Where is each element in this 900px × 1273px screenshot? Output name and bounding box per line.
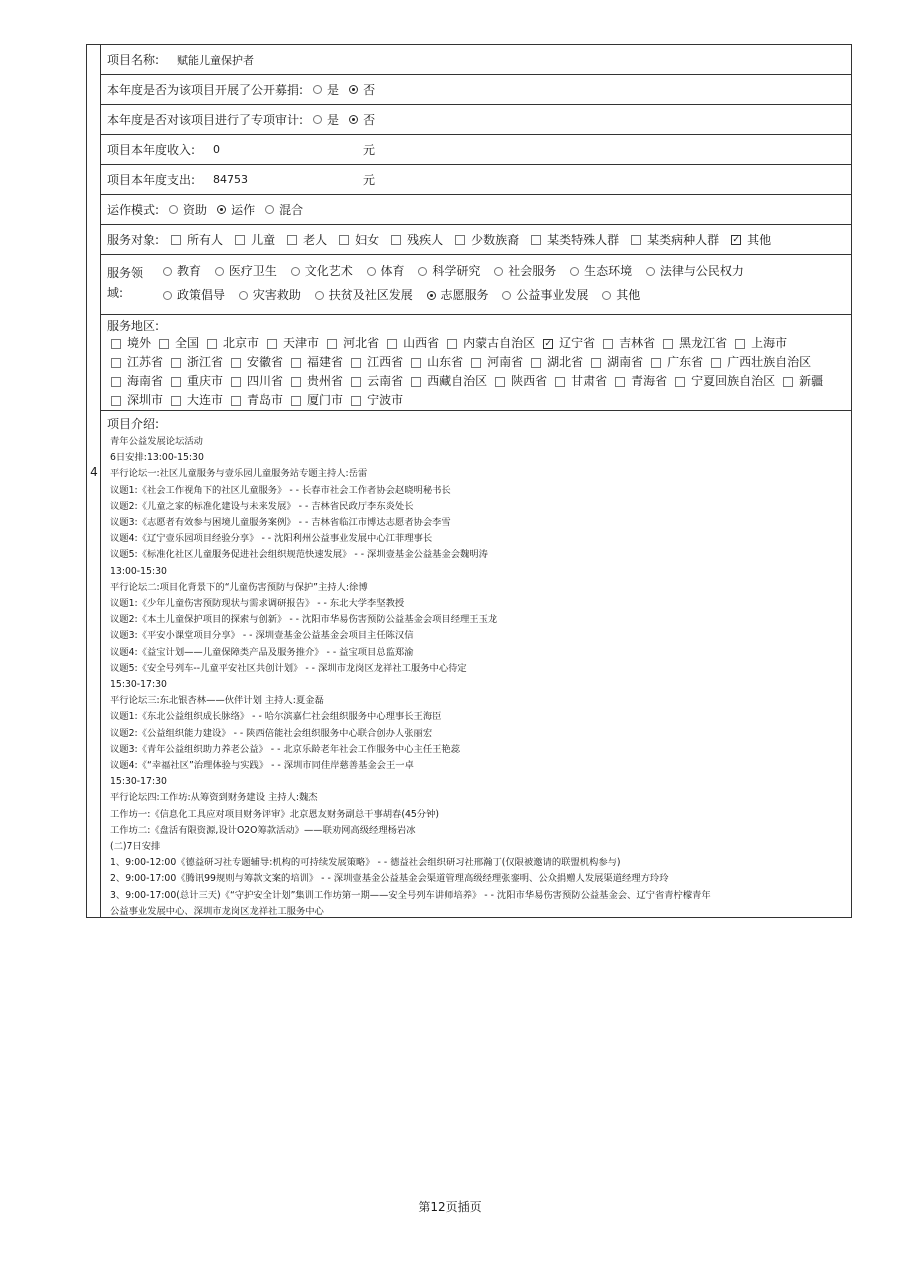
service-area-item xyxy=(287,372,343,391)
service-field-r2-radio-2[interactable] xyxy=(315,291,324,300)
intro-line: 平行论坛四:工作坊:从筹资到财务建设 主持人:魏杰 xyxy=(110,792,318,804)
operation-mode-option-0: 资助 xyxy=(183,203,208,217)
income-row xyxy=(101,135,851,165)
public-fundraising-label: 本年度是否为该项目开展了公开募捐: xyxy=(107,83,304,97)
intro-line: 议题3:《青年公益组织助力养老公益》 - - 北京乐龄老年社会工作服务中心主任王艳蕊 xyxy=(110,743,461,755)
intro-line: 15:30-17:30 xyxy=(110,776,167,788)
service-target-checkbox-4[interactable] xyxy=(391,235,401,245)
service-area-option: 辽宁省 xyxy=(559,336,596,350)
intro-line: 平行论坛三:东北银杏林——伙伴计划 主持人:夏金磊 xyxy=(110,695,324,707)
service-area-option: 吉林省 xyxy=(619,336,656,350)
service-area-option: 大连市 xyxy=(187,393,224,407)
operation-mode-radio-0[interactable] xyxy=(169,205,178,214)
service-area-item xyxy=(671,372,775,391)
service-area-checkbox[interactable] xyxy=(111,339,121,349)
intro-line: (二)7日安排 xyxy=(110,841,161,853)
service-target-checkbox-7[interactable] xyxy=(631,235,641,245)
service-target-option-2: 老人 xyxy=(303,233,328,247)
service-area-item xyxy=(287,391,343,410)
service-target-option-3: 妇女 xyxy=(355,233,380,247)
service-field-row2 xyxy=(153,283,744,307)
service-field-r2-radio-5[interactable] xyxy=(602,291,611,300)
service-area-item xyxy=(107,353,163,372)
service-field-label-line2: 域: xyxy=(107,286,124,300)
service-area-item xyxy=(491,372,547,391)
service-area-item xyxy=(551,372,607,391)
service-area-item xyxy=(611,372,667,391)
service-field-r1-option-0: 教育 xyxy=(177,264,202,278)
service-target-option-4: 残疾人 xyxy=(407,233,444,247)
service-field-r2-option-1: 灾害救助 xyxy=(252,288,301,302)
operation-mode-radio-2[interactable] xyxy=(265,205,274,214)
service-area-checkbox[interactable] xyxy=(711,358,721,368)
income-unit: 元 xyxy=(363,143,376,157)
service-field-r1-option-5: 社会服务 xyxy=(508,264,557,278)
service-area-checkbox[interactable] xyxy=(591,358,601,368)
service-area-options xyxy=(107,334,847,410)
service-target-label: 服务对象: xyxy=(107,233,160,247)
service-target-row xyxy=(101,225,851,255)
page-footer: 第12页插页 xyxy=(418,1200,482,1214)
service-area-option: 福建省 xyxy=(307,355,344,369)
project-name-label: 项目名称: xyxy=(107,53,160,67)
service-field-r2-radio-3[interactable] xyxy=(427,291,436,300)
service-area-checkbox[interactable] xyxy=(531,358,541,368)
service-area-option: 陕西省 xyxy=(511,374,548,388)
service-area-option: 山东省 xyxy=(427,355,464,369)
service-field-row1 xyxy=(153,259,744,283)
service-area-item xyxy=(383,334,439,353)
service-area-option: 河北省 xyxy=(343,336,380,350)
service-area-checkbox[interactable] xyxy=(231,396,241,406)
service-area-checkbox[interactable] xyxy=(351,358,361,368)
service-area-item xyxy=(107,391,163,410)
service-area-option: 青岛市 xyxy=(247,393,284,407)
income-value: 0 xyxy=(213,143,221,156)
intro-line: 议题1:《东北公益组织成长脉络》 - - 哈尔滨嘉仁社会组织服务中心理事长王海臣 xyxy=(110,711,442,723)
service-area-checkbox[interactable] xyxy=(411,377,421,387)
service-area-checkbox[interactable] xyxy=(231,377,241,387)
service-target-option-5: 少数族裔 xyxy=(471,233,520,247)
service-area-item xyxy=(539,334,595,353)
service-area-item xyxy=(227,353,283,372)
service-area-checkbox[interactable] xyxy=(291,396,301,406)
service-field-r2-option-2: 扶贫及社区发展 xyxy=(328,288,413,302)
service-area-checkbox[interactable] xyxy=(447,339,457,349)
service-area-option: 云南省 xyxy=(367,374,404,388)
expense-unit: 元 xyxy=(363,173,376,187)
intro-line: 工作坊二:《盘活有限资源,设计O2O筹款活动》——联劝网高级经理杨岩冰 xyxy=(110,824,416,836)
service-area-item xyxy=(587,353,643,372)
operation-mode-option-1: 运作 xyxy=(231,203,256,217)
service-target-checkbox-0[interactable] xyxy=(171,235,181,245)
service-field-r2-option-3: 志愿服务 xyxy=(440,288,489,302)
intro-line: 议题5:《安全号列车--儿童平安社区共创计划》 - - 深圳市龙岗区龙祥社工服务中心待定 xyxy=(110,662,467,674)
special-audit-row xyxy=(101,105,851,135)
service-field-r1-radio-0[interactable] xyxy=(163,267,172,276)
service-target-checkbox-1[interactable] xyxy=(235,235,245,245)
intro-row xyxy=(101,411,851,917)
service-area-label: 服务地区: xyxy=(107,319,160,333)
public-fundraising-no-label: 否 xyxy=(363,83,376,97)
service-area-item xyxy=(167,353,223,372)
service-field-r2-option-4: 公益事业发展 xyxy=(516,288,589,302)
service-area-item xyxy=(167,391,223,410)
service-area-item xyxy=(155,334,199,353)
service-field-r1-radio-7[interactable] xyxy=(646,267,655,276)
project-form xyxy=(86,44,852,918)
service-area-checkbox[interactable] xyxy=(159,339,169,349)
service-area-option: 海南省 xyxy=(127,374,164,388)
intro-line: 议题2:《儿童之家的标准化建设与未来发展》 - - 吉林省民政厅李东炎处长 xyxy=(110,500,414,512)
service-area-checkbox[interactable] xyxy=(387,339,397,349)
service-area-option: 湖北省 xyxy=(547,355,584,369)
intro-line: 6日安排:13:00-15:30 xyxy=(110,452,204,464)
service-target-checkbox-8[interactable]: ✓ xyxy=(732,234,740,245)
service-area-item xyxy=(287,353,343,372)
service-area-option: 广东省 xyxy=(667,355,704,369)
service-area-item xyxy=(779,372,823,391)
expense-value: 84753 xyxy=(213,173,249,186)
service-field-r1-radio-5[interactable] xyxy=(494,267,503,276)
intro-line: 议题2:《本土儿童保护项目的探索与创新》 - - 沈阳市华易伤害预防公益基金会项目经理王玉龙 xyxy=(110,614,498,626)
service-area-checkbox[interactable] xyxy=(783,377,793,387)
public-fundraising-no-radio[interactable] xyxy=(349,85,358,94)
form-rows xyxy=(101,45,851,917)
service-target-checkbox-5[interactable] xyxy=(455,235,465,245)
service-target-option-6: 某类特殊人群 xyxy=(547,233,620,247)
service-area-option: 黑龙江省 xyxy=(679,336,728,350)
service-area-option: 青海省 xyxy=(631,374,668,388)
intro-line: 青年公益发展论坛活动 xyxy=(110,436,203,447)
service-area-item xyxy=(227,372,283,391)
service-area-checkbox[interactable] xyxy=(171,358,181,368)
service-area-checkbox[interactable] xyxy=(171,396,181,406)
expense-row xyxy=(101,165,851,195)
service-area-item xyxy=(707,353,811,372)
service-area-checkbox[interactable] xyxy=(615,377,625,387)
service-area-item xyxy=(167,372,223,391)
service-area-item xyxy=(107,372,163,391)
service-area-item xyxy=(347,372,403,391)
service-field-r1-option-3: 体育 xyxy=(380,264,405,278)
service-area-item xyxy=(203,334,259,353)
service-area-item xyxy=(659,334,727,353)
service-area-option: 天津市 xyxy=(283,336,320,350)
service-field-r2-radio-1[interactable] xyxy=(239,291,248,300)
service-target-checkbox-3[interactable] xyxy=(339,235,349,245)
service-field-row xyxy=(101,255,851,315)
intro-line: 议题4:《益宝计划——儿童保障类产品及服务推介》 - - 益宝项目总监郑渝 xyxy=(110,646,414,658)
service-target-option-8: 其他 xyxy=(747,233,772,247)
service-area-checkbox[interactable] xyxy=(495,377,505,387)
row-number: 4 xyxy=(90,465,98,479)
service-area-checkbox[interactable] xyxy=(651,358,661,368)
intro-line: 议题3:《志愿者有效参与困境儿童服务案例》 - - 吉林省临江市博达志愿者协会李雪 xyxy=(110,517,451,529)
service-area-checkbox[interactable] xyxy=(207,339,217,349)
service-area-checkbox[interactable] xyxy=(291,358,301,368)
public-fundraising-yes-radio[interactable] xyxy=(313,85,322,94)
intro-line: 议题1:《少年儿童伤害预防现状与需求调研报告》 - - 东北大学李坚教授 xyxy=(110,598,405,610)
intro-text xyxy=(107,434,851,920)
service-area-option: 新疆 xyxy=(799,374,824,388)
service-area-option: 重庆市 xyxy=(187,374,224,388)
service-field-options xyxy=(153,255,744,307)
intro-line: 议题3:《平安小课堂项目分享》 - - 深圳壹基金公益基金会项目主任陈汉信 xyxy=(110,630,414,642)
service-area-option: 宁波市 xyxy=(367,393,404,407)
service-field-r1-option-1: 医疗卫生 xyxy=(228,264,277,278)
service-area-option: 甘肃省 xyxy=(571,374,608,388)
service-area-option: 全国 xyxy=(175,336,200,350)
intro-line: 工作坊一:《信息化工具应对项目财务评审》北京恩友财务副总干事胡春(45分钟) xyxy=(110,808,440,820)
service-area-item xyxy=(347,353,403,372)
service-field-label xyxy=(107,255,153,303)
public-fundraising-row xyxy=(101,75,851,105)
operation-mode-option-2: 混合 xyxy=(279,203,304,217)
service-area-option: 厦门市 xyxy=(307,393,344,407)
intro-line: 1、9:00-12:00《德益研习社专题辅导:机构的可持续发展策略》 - - 德益社会组织研习社邢瀚丁(仅限被邀请的联盟机构参与) xyxy=(110,857,621,869)
service-area-checkbox[interactable] xyxy=(111,377,121,387)
service-area-item xyxy=(263,334,319,353)
intro-line: 公益事业发展中心、深圳市龙岗区龙祥社工服务中心 xyxy=(110,905,324,917)
service-field-r1-radio-3[interactable] xyxy=(367,267,376,276)
service-area-option: 北京市 xyxy=(223,336,260,350)
service-target-option-7: 某类病种人群 xyxy=(647,233,720,247)
service-area-item xyxy=(347,391,403,410)
service-area-checkbox[interactable] xyxy=(171,377,181,387)
service-target-checkbox-6[interactable] xyxy=(531,235,541,245)
service-field-r1-radio-6[interactable] xyxy=(570,267,579,276)
service-area-checkbox[interactable] xyxy=(111,396,121,406)
service-field-r2-option-0: 政策倡导 xyxy=(177,288,226,302)
service-area-item xyxy=(467,353,523,372)
special-audit-label: 本年度是否对该项目进行了专项审计: xyxy=(107,113,304,127)
service-area-checkbox[interactable] xyxy=(675,377,685,387)
service-field-r1-radio-1[interactable] xyxy=(215,267,224,276)
service-area-item xyxy=(407,372,487,391)
income-label: 项目本年度收入: xyxy=(107,143,196,157)
service-area-checkbox[interactable] xyxy=(471,358,481,368)
intro-label: 项目介绍: xyxy=(107,417,160,431)
service-area-option: 山西省 xyxy=(403,336,440,350)
service-area-option: 内蒙古自治区 xyxy=(463,336,536,350)
service-target-checkbox-2[interactable] xyxy=(287,235,297,245)
service-area-item xyxy=(227,391,283,410)
service-area-item xyxy=(527,353,583,372)
service-area-checkbox[interactable] xyxy=(663,339,673,349)
intro-line: 议题5:《标准化社区儿童服务促进社会组织规范快速发展》 - - 深圳壹基金公益基金会魏明涛 xyxy=(110,549,488,561)
service-area-item xyxy=(443,334,535,353)
service-area-checkbox[interactable]: ✓ xyxy=(544,338,552,349)
expense-label: 项目本年度支出: xyxy=(107,173,196,187)
service-area-option: 江西省 xyxy=(367,355,404,369)
service-area-option: 浙江省 xyxy=(187,355,224,369)
service-area-item xyxy=(323,334,379,353)
service-area-row xyxy=(101,315,851,411)
service-area-option: 江苏省 xyxy=(127,355,164,369)
service-area-item xyxy=(407,353,463,372)
service-area-checkbox[interactable] xyxy=(351,377,361,387)
service-field-r2-radio-0[interactable] xyxy=(163,291,172,300)
service-area-option: 宁夏回族自治区 xyxy=(691,374,776,388)
intro-line: 2、9:00-17:00《腾讯99规则与筹款文案的培训》 - - 深圳壹基金公益基金会渠道管理高级经理张銮明、公众捐赠人发展渠道经理方玲玲 xyxy=(110,873,669,885)
service-field-label-line1: 服务领 xyxy=(107,266,144,280)
project-name-row xyxy=(101,45,851,75)
service-area-checkbox[interactable] xyxy=(267,339,277,349)
intro-line: 3、9:00-17:00(总计三天)《“守护安全计划”集训工作坊第一期——安全号列车讲师培养》 - - 沈阳市华易伤害预防公益基金会、辽宁省青柠檬青年 xyxy=(110,889,711,901)
service-field-r1-option-4: 科学研究 xyxy=(432,264,481,278)
service-field-r1-option-7: 法律与公民权力 xyxy=(659,264,744,278)
intro-line: 13:00-15:30 xyxy=(110,565,167,577)
intro-line: 平行论坛一:社区儿童服务与壹乐园儿童服务站专题主持人:岳雷 xyxy=(110,468,368,480)
service-field-r2-option-5: 其他 xyxy=(616,288,641,302)
service-area-option: 深圳市 xyxy=(127,393,164,407)
service-area-checkbox[interactable] xyxy=(351,396,361,406)
service-field-r1-option-6: 生态环境 xyxy=(584,264,633,278)
intro-line: 议题4:《辽宁壹乐园项目经验分享》 - - 沈阳利州公益事业发展中心江菲理事长 xyxy=(110,533,433,545)
service-area-checkbox[interactable] xyxy=(603,339,613,349)
service-area-option: 贵州省 xyxy=(307,374,344,388)
intro-line: 15:30-17:30 xyxy=(110,679,167,691)
intro-line: 平行论坛二:项目化背景下的“儿童伤害预防与保护”主持人:徐博 xyxy=(110,581,368,593)
service-area-option: 四川省 xyxy=(247,374,284,388)
service-area-option: 境外 xyxy=(127,336,152,350)
special-audit-no-radio[interactable] xyxy=(349,115,358,124)
service-area-option: 上海市 xyxy=(751,336,788,350)
service-field-r1-radio-2[interactable] xyxy=(291,267,300,276)
service-target-option-0: 所有人 xyxy=(187,233,224,247)
service-target-option-1: 儿童 xyxy=(251,233,276,247)
intro-line: 议题1:《社会工作视角下的社区儿童服务》 - - 长春市社会工作者协会赵晓明秘书长 xyxy=(110,484,451,496)
operation-mode-label: 运作模式: xyxy=(107,203,160,217)
service-area-option: 安徽省 xyxy=(247,355,284,369)
special-audit-yes-radio[interactable] xyxy=(313,115,322,124)
operation-mode-row xyxy=(101,195,851,225)
service-field-r1-radio-4[interactable] xyxy=(418,267,427,276)
service-area-option: 湖南省 xyxy=(607,355,644,369)
service-area-checkbox[interactable] xyxy=(111,358,121,368)
service-area-checkbox[interactable] xyxy=(231,358,241,368)
service-area-item xyxy=(107,334,151,353)
service-area-checkbox[interactable] xyxy=(411,358,421,368)
service-area-checkbox[interactable] xyxy=(291,377,301,387)
service-area-item xyxy=(647,353,703,372)
special-audit-no-label: 否 xyxy=(363,113,376,127)
service-area-checkbox[interactable] xyxy=(327,339,337,349)
service-area-item xyxy=(599,334,655,353)
service-area-option: 西藏自治区 xyxy=(427,374,488,388)
service-area-checkbox[interactable] xyxy=(555,377,565,387)
special-audit-yes-label: 是 xyxy=(327,113,340,127)
intro-line: 议题2:《公益组织能力建设》 - - 陕西倍能社会组织服务中心联合创办人张丽宏 xyxy=(110,727,433,739)
service-field-r1-option-2: 文化艺术 xyxy=(304,264,353,278)
row-number-column xyxy=(87,45,101,917)
intro-line: 议题4:《“幸福社区”治理体验与实践》 - - 深圳市同佳岸慈善基金会王一卓 xyxy=(110,760,414,772)
service-area-option: 河南省 xyxy=(487,355,524,369)
project-name-value: 赋能儿童保护者 xyxy=(177,53,255,67)
service-area-checkbox[interactable] xyxy=(735,339,745,349)
service-field-r2-radio-4[interactable] xyxy=(502,291,511,300)
service-area-item xyxy=(731,334,787,353)
public-fundraising-yes-label: 是 xyxy=(327,83,340,97)
operation-mode-radio-1[interactable] xyxy=(217,205,226,214)
service-area-option: 广西壮族自治区 xyxy=(727,355,812,369)
